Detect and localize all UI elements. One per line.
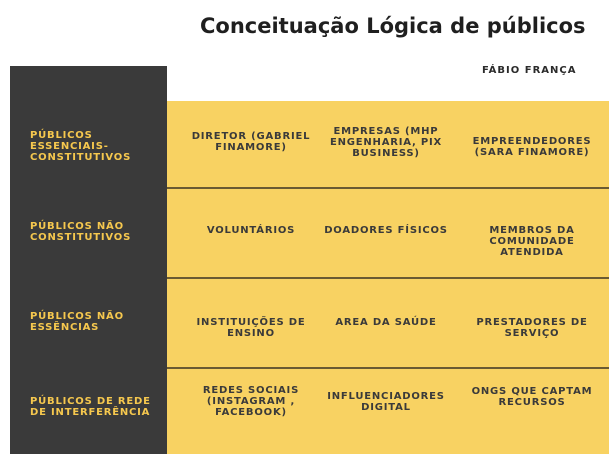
cell-prestadores-servico: PRESTADORES DE SERVIÇO (476, 317, 588, 339)
row-label-nao-essencias: PÚBLICOS NÃO ESSÊNCIAS (30, 311, 124, 333)
cell-empresas: EMPRESAS (MHP ENGENHARIA, PIX BUSINESS) (329, 126, 443, 159)
author-name: FÁBIO FRANÇA (482, 65, 577, 76)
row-divider (167, 187, 609, 189)
cell-doadores-fisicos: DOADORES FÍSICOS (324, 225, 448, 236)
row-divider (167, 277, 609, 279)
cell-influenciadores: INFLUENCIADORES DIGITAL (327, 391, 445, 413)
cell-empreendedores: EMPREENDEDORES (SARA FINAMORE) (472, 136, 592, 158)
cell-diretor: DIRETOR (GABRIEL FINAMORE) (191, 131, 311, 153)
cell-voluntarios: VOLUNTÁRIOS (206, 225, 296, 236)
row-label-essenciais-constitutivos: PÚBLICOS ESSENCIAIS-CONSTITUTIVOS (30, 130, 132, 163)
cell-area-saude: AREA DA SAÚDE (335, 317, 437, 328)
cell-redes-sociais: REDES SOCIAIS (INSTAGRAM , FACEBOOK) (202, 385, 300, 418)
cell-ongs: ONGS QUE CAPTAM RECURSOS (471, 386, 593, 408)
cell-membros-comunidade: MEMBROS DA COMUNIDADE ATENDIDA (489, 225, 575, 258)
row-label-nao-constitutivos: PÚBLICOS NÃO CONSTITUTIVOS (30, 221, 132, 243)
row-divider (167, 367, 609, 369)
row-label-rede-interferencia: PÚBLICOS DE REDE DE INTERFERÊNCIA (30, 396, 151, 418)
cell-instituicoes-ensino: INSTITUIÇÕES DE ENSINO (196, 317, 306, 339)
page-title: Conceituação Lógica de públicos (200, 14, 586, 38)
